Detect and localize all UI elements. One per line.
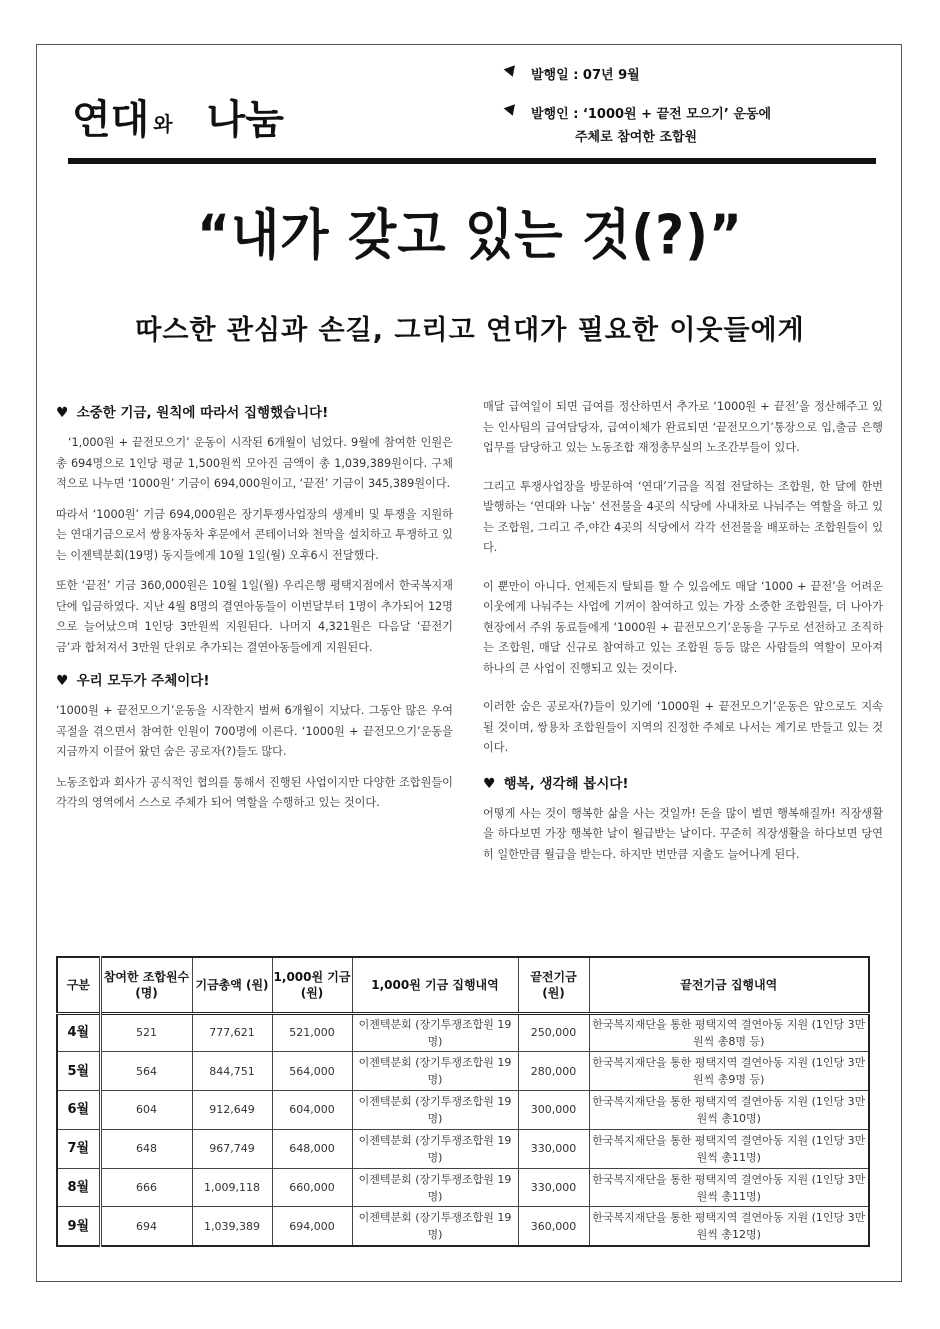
- newsletter-title: [72, 70, 284, 143]
- table-cell: 8월: [57, 1168, 100, 1207]
- column-header: 끝전기금 (원): [518, 957, 589, 1013]
- table-cell: 7월: [57, 1129, 100, 1168]
- table-cell: 360,000: [518, 1207, 589, 1246]
- table-row: [57, 1129, 869, 1168]
- paragraph: 이러한 숨은 공로자(?)들이 있기에 ‘1000원 + 끝전모으기’운동은 앞으로도 지속될 것이며, 쌍용차 조합원들이 지역의 진정한 주체로 나서는 계기로 만들고 있는 것이다.: [483, 700, 883, 754]
- table-cell: 250,000: [518, 1013, 589, 1052]
- section-heading-subjects: ♥ 우리 모두가 주체이다!: [56, 673, 210, 689]
- section-heading-principles: ♥ 소중한 기금, 원칙에 따라서 집행했습니다!: [56, 405, 329, 421]
- right-column: [483, 397, 883, 875]
- table-cell: 604,000: [272, 1091, 352, 1130]
- issue-date-row: [505, 64, 885, 83]
- publisher-line-2: 주체로 참여한 조합원: [575, 130, 698, 145]
- triangle-bullet-icon: [504, 104, 519, 118]
- column-header: 기금총액 (원): [192, 957, 272, 1013]
- paragraph: 그리고 투쟁사업장을 방문하여 ‘연대’기금을 직접 전달하는 조합원, 한 달에 한번 발행하는 ‘연대와 나눔’ 선전물을 4곳의 식당에 사내차로 나눠주는 역할을 하고 있는 조합원, 그리고 주,야간 4곳의 식당에서 각각 선전물을 배포하는 조합원들이 있다.: [483, 479, 883, 554]
- table-cell: 604: [100, 1091, 192, 1130]
- paragraph: 따라서 ‘1000원’ 기금 694,000원은 장기투쟁사업장의 생계비 및 투쟁을 지원하는 연대기금으로서 쌍용자동차 후문에서 콘테이너와 천막을 설치하고 투쟁하고 있는 이젠텍분회(19명) 동지들에게 10월 1일(월) 오후6시 전달했다.: [56, 507, 453, 562]
- issue-date: 발행일 : 07년 9월: [531, 68, 640, 83]
- table-cell: 967,749: [192, 1129, 272, 1168]
- table-row: [57, 1207, 869, 1246]
- section-heading-happiness: ♥ 행복, 생각해 봅시다!: [483, 775, 629, 792]
- table-row: [57, 1052, 869, 1091]
- table-cell: 912,649: [192, 1091, 272, 1130]
- publication-info: [505, 64, 885, 145]
- table-cell: 6월: [57, 1091, 100, 1130]
- table-cell: 521,000: [272, 1013, 352, 1052]
- paragraph: ‘1000원 + 끝전모으기’운동을 시작한지 벌써 6개월이 지났다. 그동안 많은 우여곡절을 겪으면서 참여한 인원이 700명에 이른다. ‘1000원 + 끝전모으기’운동을 지금까지 이끌어 왔던 숨은 공로자(?)들도 많다.: [56, 704, 453, 758]
- table-cell: 694: [100, 1207, 192, 1246]
- table-cell: 777,621: [192, 1013, 272, 1052]
- table-cell: 666: [100, 1168, 192, 1207]
- table-cell: 한국복지재단을 통한 평택지역 결연아동 지원 (1인당 3만원씩 총9명 등): [589, 1052, 869, 1091]
- subheadline: 따스한 관심과 손길, 그리고 연대가 필요한 이웃들에게: [135, 315, 805, 346]
- paragraph: 매달 급여일이 되면 급여를 정산하면서 추가로 ‘1000원 + 끝전’을 정산해주고 있는 인사팀의 급여담당자, 급여이체가 완료되면 ‘끝전모으기’통장으로 입,출금 은행업무를 담당하고 있는 노동조합 재정총무실의 노조간부들이 있다.: [483, 400, 883, 454]
- column-header: 끝전기금 집행내역: [589, 957, 869, 1013]
- table-cell: 이젠텍분회 (장기투쟁조합원 19명): [352, 1129, 518, 1168]
- column-header: 1,000원 기금 집행내역: [352, 957, 518, 1013]
- heart-icon: ♥: [56, 405, 69, 421]
- paragraph: ‘1,000원 + 끝전모으기’ 운동이 시작된 6개월이 넘었다. 9월에 참여한 인원은 총 694명으로 1인당 평균 1,500원씩 모아진 금액이 총 1,039,389원이다. 구체적으로 나누면 ‘1000원’ 기금이 694,000원이고, ‘끝전’ 기금이 345,389원이다.: [56, 436, 453, 490]
- table-cell: 1,009,118: [192, 1168, 272, 1207]
- table-cell: 한국복지재단을 통한 평택지역 결연아동 지원 (1인당 3만원씩 총11명): [589, 1129, 869, 1168]
- column-header: 1,000원 기금(원): [272, 957, 352, 1013]
- table-row: [57, 1013, 869, 1052]
- table-cell: 9월: [57, 1207, 100, 1246]
- table-cell: 564: [100, 1052, 192, 1091]
- table-cell: 한국복지재단을 통한 평택지역 결연아동 지원 (1인당 3만원씩 총10명): [589, 1091, 869, 1130]
- table-cell: 660,000: [272, 1168, 352, 1207]
- table-cell: 330,000: [518, 1168, 589, 1207]
- table-cell: 이젠텍분회 (장기투쟁조합원 19명): [352, 1168, 518, 1207]
- publisher: 발행인 : ‘1000원 + 끝전 모으기’ 운동에: [531, 107, 772, 122]
- headline: “내가 갖고 있는 것(?)”: [197, 204, 743, 267]
- title-part-nanum: 나눔: [206, 97, 284, 143]
- title-part-yeondae: 연대: [72, 97, 150, 143]
- table-cell: 이젠텍분회 (장기투쟁조합원 19명): [352, 1207, 518, 1246]
- paragraph: 노동조합과 회사가 공식적인 협의를 통해서 진행된 사업이지만 다양한 조합원들이 각각의 영역에서 스스로 주체가 되어 역할을 수행하고 있는 것이다.: [56, 775, 453, 809]
- table-cell: 844,751: [192, 1052, 272, 1091]
- table-row: [57, 1091, 869, 1130]
- table-cell: 5월: [57, 1052, 100, 1091]
- table-cell: 한국복지재단을 통한 평택지역 결연아동 지원 (1인당 3만원씩 총11명): [589, 1168, 869, 1207]
- table-cell: 521: [100, 1013, 192, 1052]
- paragraph: 어떻게 사는 것이 행복한 삶을 사는 것일까! 돈을 많이 벌면 행복해질까! 직장생활을 하다보면 가장 행복한 날이 월급받는 날이다. 꾸준히 직장생활을 하다보면 당연히 일한만큼 월급을 받는다. 하지만 번만큼 지출도 늘어나게 된다.: [483, 806, 883, 861]
- table-cell: 280,000: [518, 1052, 589, 1091]
- left-column: [56, 400, 453, 824]
- table-row: [57, 1168, 869, 1207]
- table-cell: 한국복지재단을 통한 평택지역 결연아동 지원 (1인당 3만원씩 총12명): [589, 1207, 869, 1246]
- table-header-row: [57, 957, 869, 1013]
- heart-icon: ♥: [483, 775, 496, 792]
- triangle-bullet-icon: [504, 65, 519, 79]
- table-cell: 1,039,389: [192, 1207, 272, 1246]
- heart-icon: ♥: [56, 673, 69, 689]
- masthead-rule: [68, 158, 876, 164]
- table-cell: 648,000: [272, 1129, 352, 1168]
- table-cell: 이젠텍분회 (장기투쟁조합원 19명): [352, 1052, 518, 1091]
- table-cell: 694,000: [272, 1207, 352, 1246]
- paragraph: 또한 ‘끝전’ 기금 360,000원은 10월 1일(월) 우리은행 평택지점에서 한국복지재단에 입금하였다. 지난 4월 8명의 결연아동들이 이번달부터 1명이 추가되어 12명으로 늘어났으며 1인당 3만원씩 지원된다. 나머지 4,321원은 다음달 ‘끝전기금’과 합쳐져서 3만원 단위로 추가되는 결연아동들에게 지원된다.: [56, 579, 453, 654]
- title-part-wa: 와: [153, 112, 173, 136]
- table-cell: 330,000: [518, 1129, 589, 1168]
- table-cell: 이젠텍분회 (장기투쟁조합원 19명): [352, 1091, 518, 1130]
- table-cell: 한국복지재단을 통한 평택지역 결연아동 지원 (1인당 3만원씩 총8명 등): [589, 1013, 869, 1052]
- table-cell: 이젠텍분회 (장기투쟁조합원 19명): [352, 1013, 518, 1052]
- table-cell: 300,000: [518, 1091, 589, 1130]
- column-header: 구분: [57, 957, 100, 1013]
- publisher-row: [505, 103, 885, 122]
- table-cell: 648: [100, 1129, 192, 1168]
- column-header: 참여한 조합원수(명): [100, 957, 192, 1013]
- table-cell: 4월: [57, 1013, 100, 1052]
- fund-execution-table: [56, 956, 870, 1247]
- table-cell: 564,000: [272, 1052, 352, 1091]
- paragraph: 이 뿐만이 아니다. 언제든지 탈퇴를 할 수 있음에도 매달 ‘1000 + 끝전’을 어려운 이웃에게 나눠주는 사업에 기꺼이 참여하고 있는 가장 소중한 조합원들, 더 나아가 현장에서 주위 동료들에게 ‘1000원 + 끝전모으기’운동을 구두로 선전하고 조직하는 조합원, 매달 신규로 참여하고 있는 조합원 등등 많은 사람들의 역할이 모아져 하나의 큰 사업이 진행되고 있는 것이다.: [483, 579, 883, 675]
